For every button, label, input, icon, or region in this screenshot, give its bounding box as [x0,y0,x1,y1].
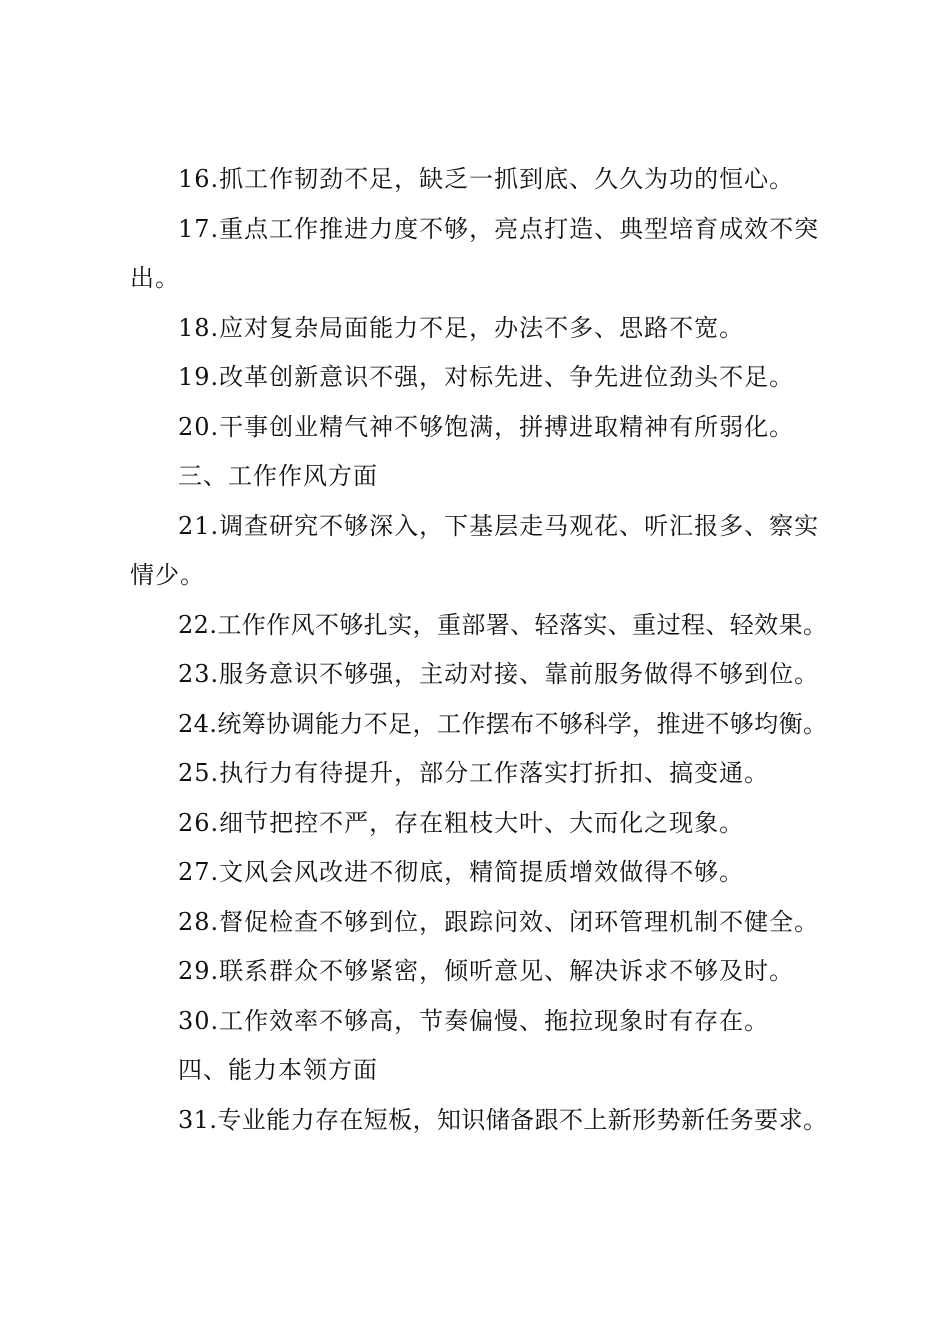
section-heading-ability: 四、能力本领方面 [178,1056,378,1084]
list-item-31: 31.专业能力存在短板，知识储备跟不上新形势新任务要求。 [178,1105,828,1134]
list-item-17-continued: 出。 [130,264,180,292]
list-item-26: 26.细节把控不严，存在粗枝大叶、大而化之现象。 [178,808,745,837]
document-body [130,155,842,1145]
list-item-16: 16.抓工作韧劲不足，缺乏一抓到底、久久为功的恒心。 [178,165,795,193]
list-item-30: 30.工作效率不够高，节奏偏慢、拖拉现象时有存在。 [178,1006,770,1035]
list-item-29: 29.联系群众不够紧密，倾听意见、解决诉求不够及时。 [178,957,795,985]
list-item-18: 18.应对复杂局面能力不足，办法不多、思路不宽。 [178,313,745,342]
list-item-20: 20.干事创业精气神不够饱满，拼搏进取精神有所弱化。 [178,412,795,441]
list-item-24: 24.统筹协调能力不足，工作摆布不够科学，推进不够均衡。 [178,709,828,738]
section-heading-work-style: 三、工作作风方面 [178,462,378,490]
list-item-21-continued: 情少。 [130,561,205,589]
list-item-19: 19.改革创新意识不强，对标先进、争先进位劲头不足。 [178,363,795,391]
list-item-23: 23.服务意识不够强，主动对接、靠前服务做得不够到位。 [178,660,820,688]
list-item-25: 25.执行力有待提升，部分工作落实打折扣、搞变通。 [178,759,770,787]
list-item-28: 28.督促检查不够到位，跟踪问效、闭环管理机制不健全。 [178,907,820,936]
list-item-17: 17.重点工作推进力度不够，亮点打造、典型培育成效不突 [178,214,820,243]
list-item-22: 22.工作作风不够扎实，重部署、轻落实、重过程、轻效果。 [178,610,828,639]
list-item-21: 21.调查研究不够深入，下基层走马观花、听汇报多、察实 [178,511,820,540]
list-item-27: 27.文风会风改进不彻底，精简提质增效做得不够。 [178,858,745,886]
